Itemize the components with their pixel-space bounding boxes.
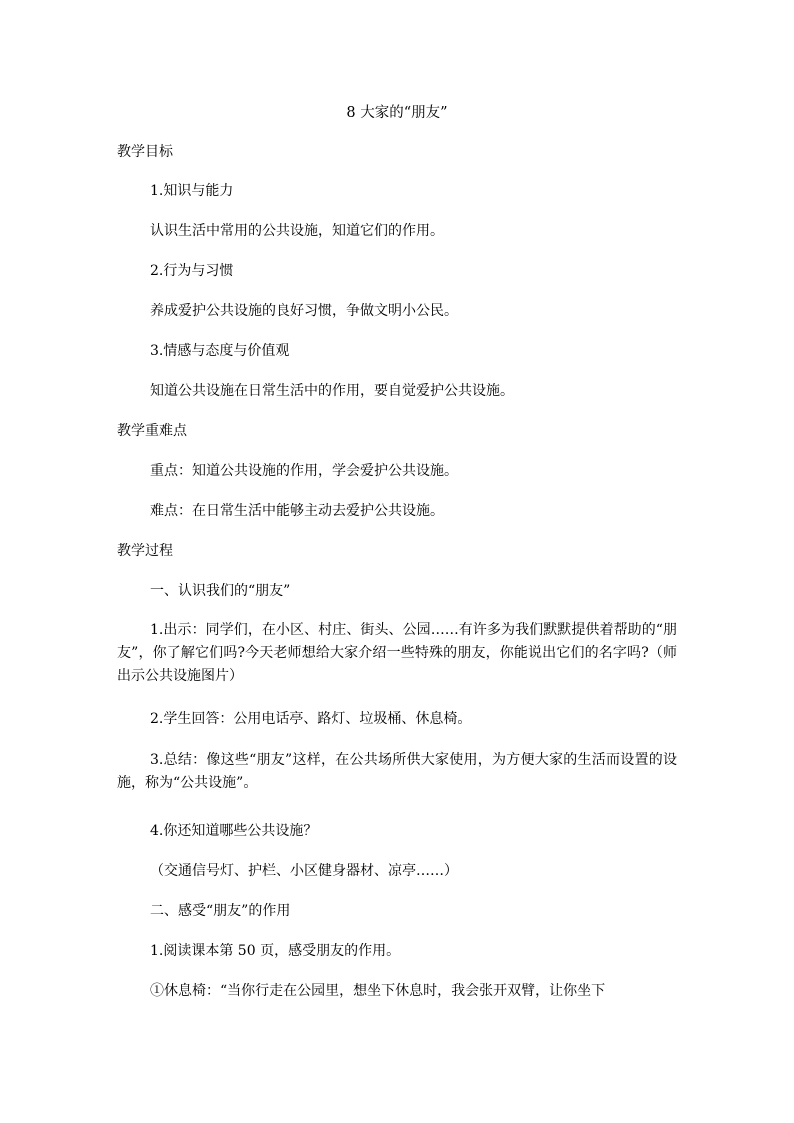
- process-part-2-step-1: 1.阅读课本第 50 页，感受朋友的作用。: [150, 943, 401, 959]
- difficulty-text: 难点：在日常生活中能够主动去爱护公共设施。: [150, 503, 444, 519]
- document-title: 8 大家的“朋友”: [346, 105, 448, 121]
- goal-2-text: 养成爱护公共设施的良好习惯，争做文明小公民。: [150, 303, 458, 319]
- process-part-2-quote: ①休息椅：“当你行走在公园里，想坐下休息时，我会张开双臂，让你坐下: [150, 983, 606, 999]
- process-step-3: 3.总结：像这些“朋友”这样，在公共场所供大家使用，为方便大家的生活而设置的设施，称为“公共设施”。: [117, 752, 677, 791]
- goal-3-heading: 3.情感与态度与价值观: [150, 343, 290, 359]
- goal-2-heading: 2.行为与习惯: [150, 263, 234, 279]
- process-step-2: 2.学生回答：公用电话亭、路灯、垃圾桶、休息椅。: [150, 711, 472, 727]
- goal-1-text: 认识生活中常用的公共设施，知道它们的作用。: [150, 223, 444, 239]
- process-step-4: 4.你还知道哪些公共设施？: [150, 823, 318, 839]
- section-heading-process: 教学过程: [117, 543, 173, 559]
- section-heading-goals: 教学目标: [117, 144, 173, 160]
- process-step-4-answer: （交通信号灯、护栏、小区健身器材、凉亭……）: [150, 863, 458, 879]
- goal-1-heading: 1.知识与能力: [150, 183, 234, 199]
- key-point-text: 重点：知道公共设施的作用，学会爱护公共设施。: [150, 463, 458, 479]
- goal-3-text: 知道公共设施在日常生活中的作用，要自觉爱护公共设施。: [150, 383, 514, 399]
- section-heading-key-points: 教学重难点: [117, 423, 187, 439]
- process-part-1-heading: 一、认识我们的“朋友”: [150, 583, 291, 599]
- process-step-1: 1.出示：同学们，在小区、村庄、街头、公园……有许多为我们默默提供着帮助的“朋友”，你了解它们吗?今天老师想给大家介绍一些特殊的朋友，你能说出它们的名字吗?（师出示公共设施图片）: [117, 622, 677, 684]
- process-part-2-heading: 二、感受“朋友”的作用: [150, 903, 291, 919]
